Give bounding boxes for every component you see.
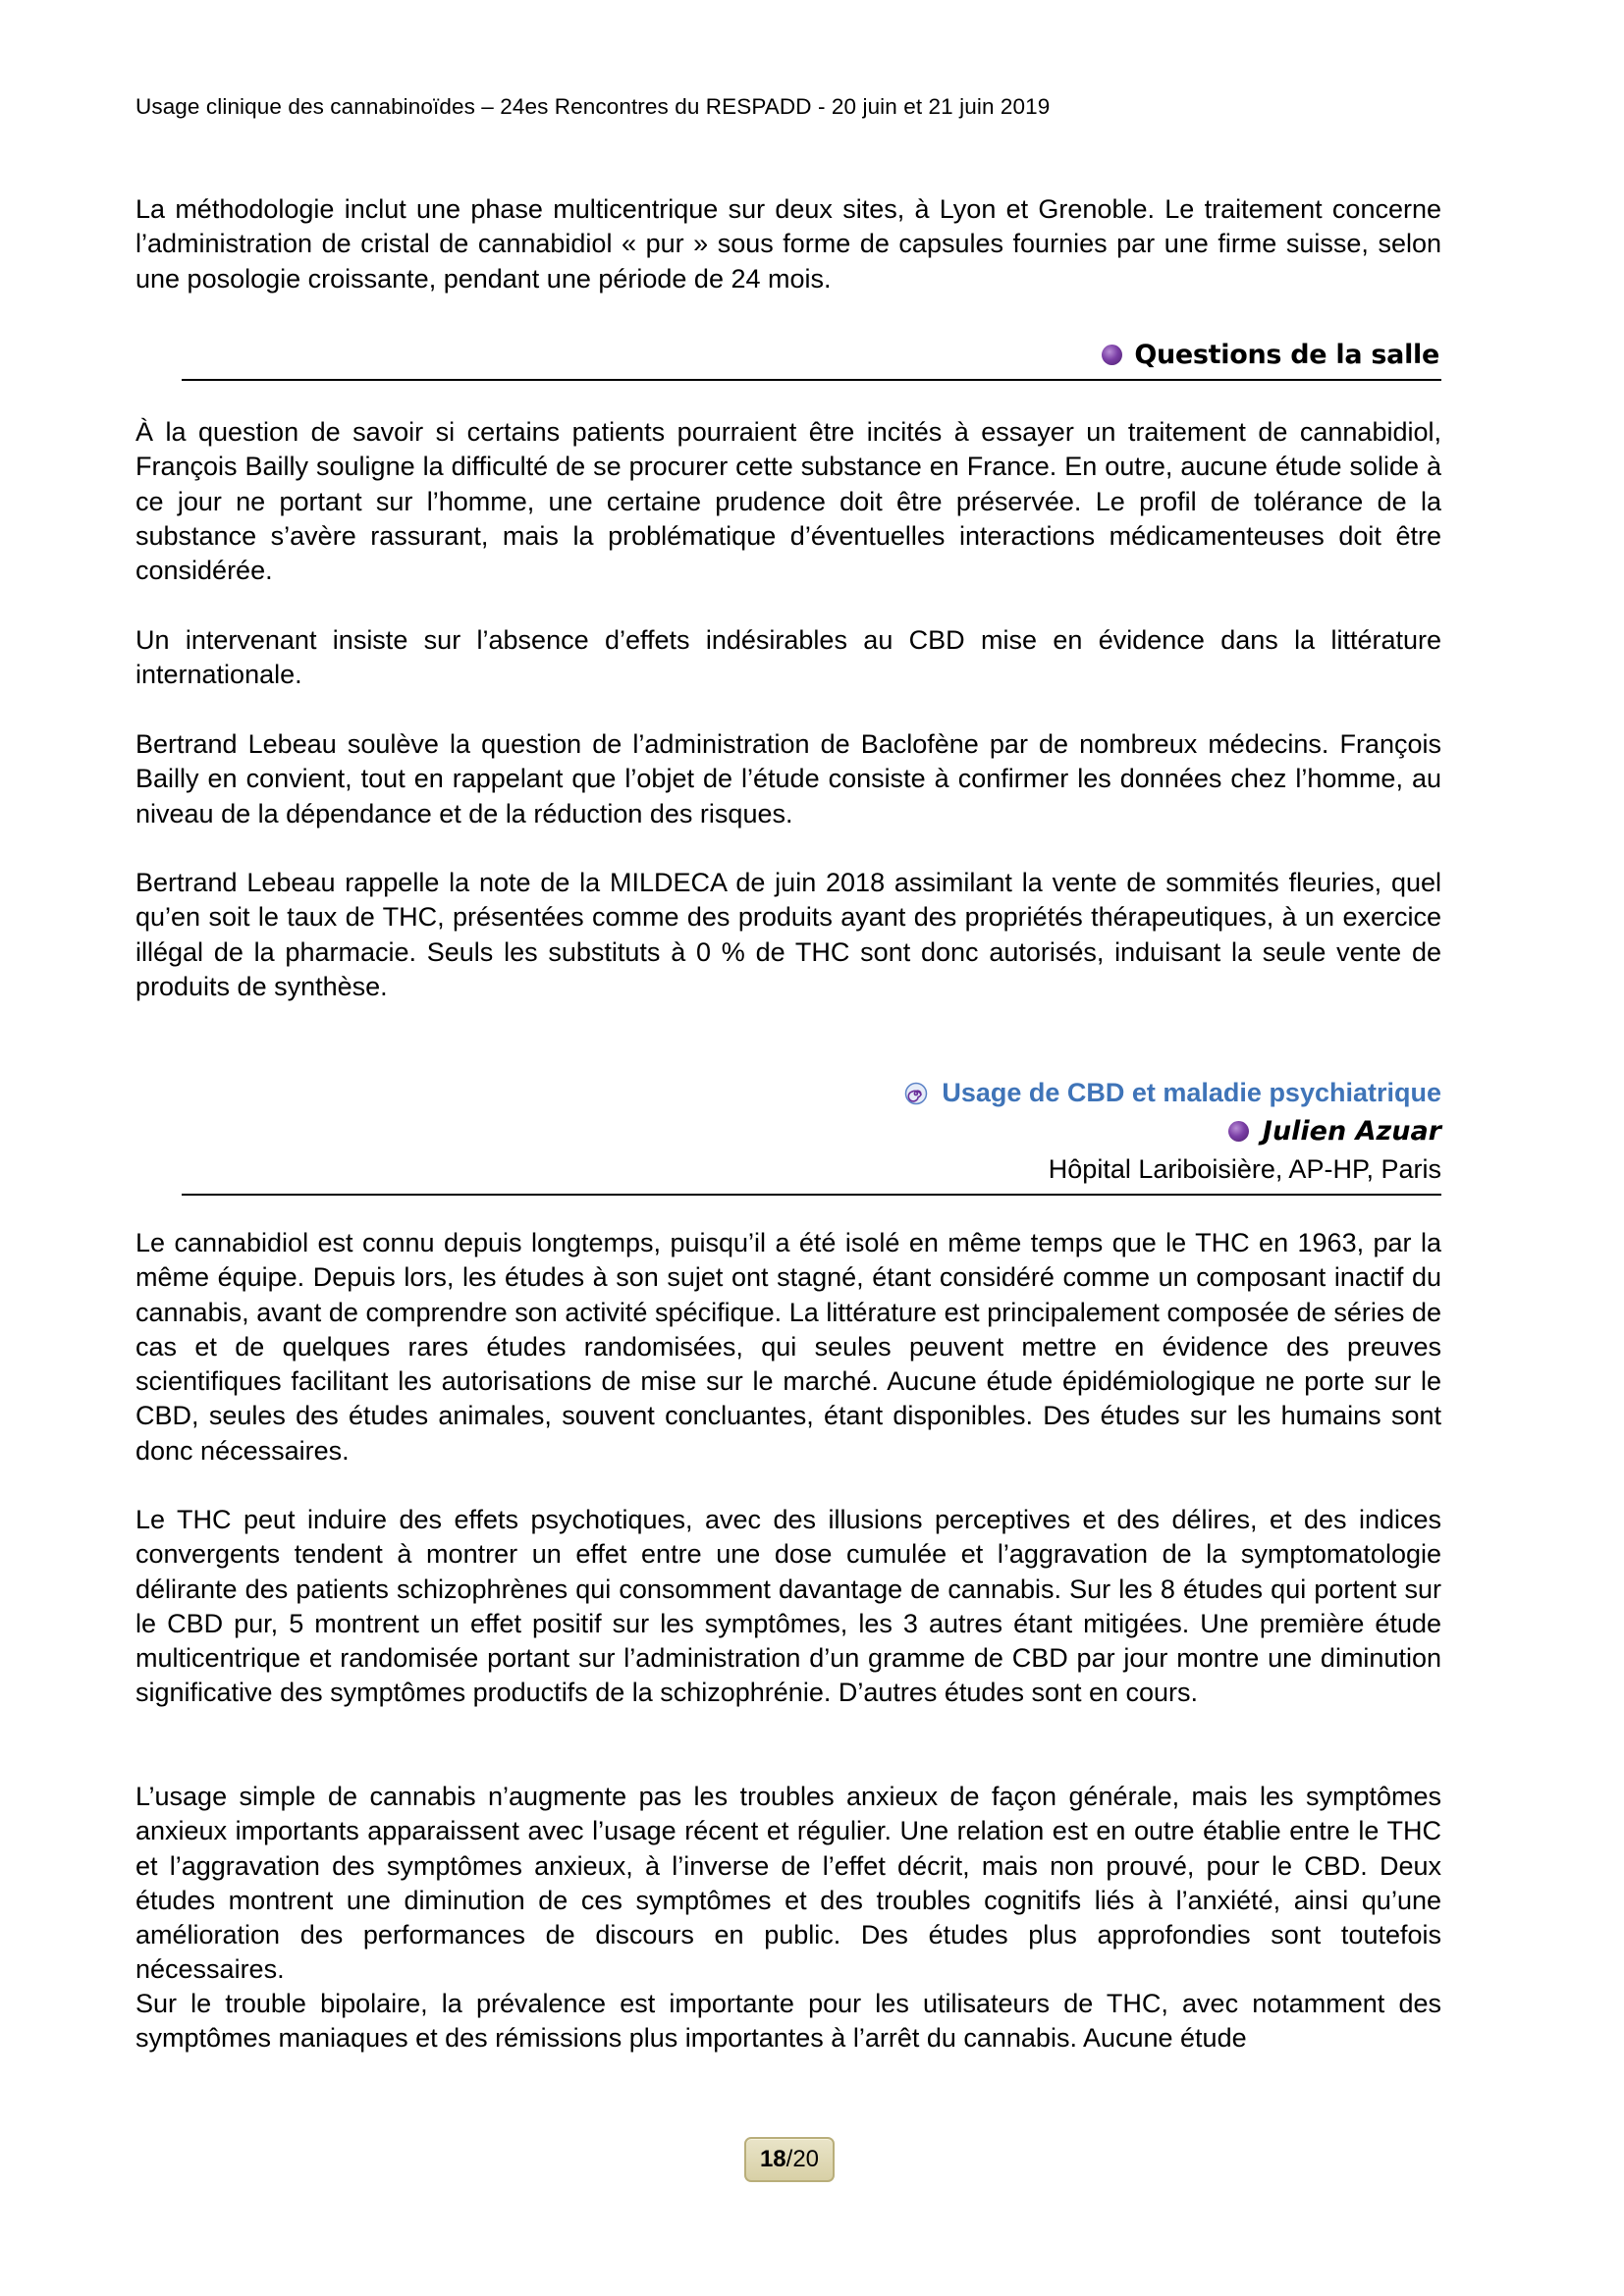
talk-paragraph-3: L’usage simple de cannabis n’augmente pas les troubles anxieux de façon générale, mais les symptômes anxieux importants apparaissent avec l’usage récent et régulier. Une relation est en outre établie entre le THC et l’aggravation des symptômes anxieux, à l’inverse de l’effet décrit, mais non prouvé, pour le CBD. Deux études montrent une diminution de ces symptômes et des troubles cognitifs liés à l’anxiété, ainsi qu’une amélioration des performances de discours en public. Des études plus approfondies sont toutefois nécessaires. — [135, 1782, 1441, 1985]
talk-paragraph-2: Le THC peut induire des effets psychotiques, avec des illusions perceptives et des délires, et des indices convergents tendent à montrer un effet entre une dose cumulée et l’aggravation de la symptomatologie délirante des patients schizophrènes qui consomment davantage de cannabis. Sur les 8 études qui portent sur le CBD pur, 5 montrent un effet positif sur les symptômes, les 3 autres étant mitigées. Une première étude multicentrique et randomisée portant sur l’administration d’un gramme de CBD par jour montre une diminution significative des symptômes productifs de la schizophrénie. D’autres études sont en cours. — [135, 1505, 1441, 1708]
spiral-icon — [904, 1082, 928, 1105]
intro-paragraph: La méthodologie inclut une phase multicentrique sur deux sites, à Lyon et Grenoble. Le traitement concerne l’administration de cristal de cannabidiol « pur » sous forme de capsules fournies par une firme suisse, selon une posologie croissante, pendant une période de 24 mois. — [135, 194, 1441, 294]
questions-paragraph-2: Un intervenant insiste sur l’absence d’effets indésirables au CBD mise en évidence dans la littérature internationale. — [135, 625, 1441, 690]
purple-sphere-icon — [1102, 345, 1122, 365]
questions-section-header — [182, 340, 1441, 381]
talk-paragraph-1: Le cannabidiol est connu depuis longtemps, puisqu’il a été isolé en même temps que le THC en 1963, par la même équipe. Depuis lors, les études à son sujet ont stagné, étant considéré comme un composant inactif du cannabis, avant de comprendre son activité spécifique. La littérature est principalement composée de séries de cas et de quelques rares études randomisées, qui seules peuvent mettre en évidence des preuves scientifiques facilitant les autorisations de mise sur le marché. Aucune étude épidémiologique ne porte sur le CBD, seules des études animales, souvent concluantes, étant disponibles. Des études sur les humains sont donc nécessaires. — [135, 1228, 1441, 1466]
questions-section-title: Questions de la salle — [1134, 340, 1439, 370]
talk-paragraph-4: Sur le trouble bipolaire, la prévalence est importante pour les utilisateurs de THC, avec notamment des symptômes maniaques et des rémissions plus importantes à l’arrêt du cannabis. Aucune étude — [135, 1989, 1441, 2054]
talk-section-title-row — [904, 1078, 1441, 1108]
talk-section-title: Usage de CBD et maladie psychiatrique — [942, 1078, 1441, 1107]
speaker-affiliation: Hôpital Lariboisière, AP-HP, Paris — [1048, 1154, 1441, 1184]
running-header: Usage clinique des cannabinoïdes – 24es Rencontres du RESPADD - 20 juin et 21 juin 2019 — [135, 94, 1051, 119]
total-pages: /20 — [785, 2146, 820, 2172]
questions-paragraph-3: Bertrand Lebeau soulève la question de l’administration de Baclofène par de nombreux médecins. François Bailly en convient, tout en rappelant que l’objet de l’étude consiste à confirmer les données chez l’homme, au niveau de la dépendance et de la réduction des risques. — [135, 729, 1441, 828]
questions-paragraph-4: Bertrand Lebeau rappelle la note de la MILDECA de juin 2018 assimilant la vente de sommités fleuries, quel qu’en soit le taux de THC, présentées comme des produits ayant des propriétés thérapeutiques, à un exercice illégal de la pharmacie. Seuls les substituts à 0 % de THC sont donc autorisés, induisant la seule vente de produits de synthèse. — [135, 868, 1441, 1001]
current-page-number: 18 — [759, 2146, 786, 2172]
page-number-badge — [744, 2137, 835, 2182]
speaker-name: Julien Azuar — [1262, 1116, 1441, 1147]
questions-paragraph-1: À la question de savoir si certains patients pourraient être incités à essayer un traitement de cannabidiol, François Bailly souligne la difficulté de se procurer cette substance en France. En outre, aucune étude solide à ce jour ne portant sur l’homme, une certaine prudence doit être préservée. Le profil de tolérance de la substance s’avère rassurant, mais la problématique d’éventuelles interactions médicamenteuses doit être considérée. — [135, 417, 1441, 586]
purple-sphere-icon — [1228, 1121, 1249, 1142]
section-divider — [182, 1194, 1441, 1196]
speaker-row — [1228, 1116, 1441, 1147]
